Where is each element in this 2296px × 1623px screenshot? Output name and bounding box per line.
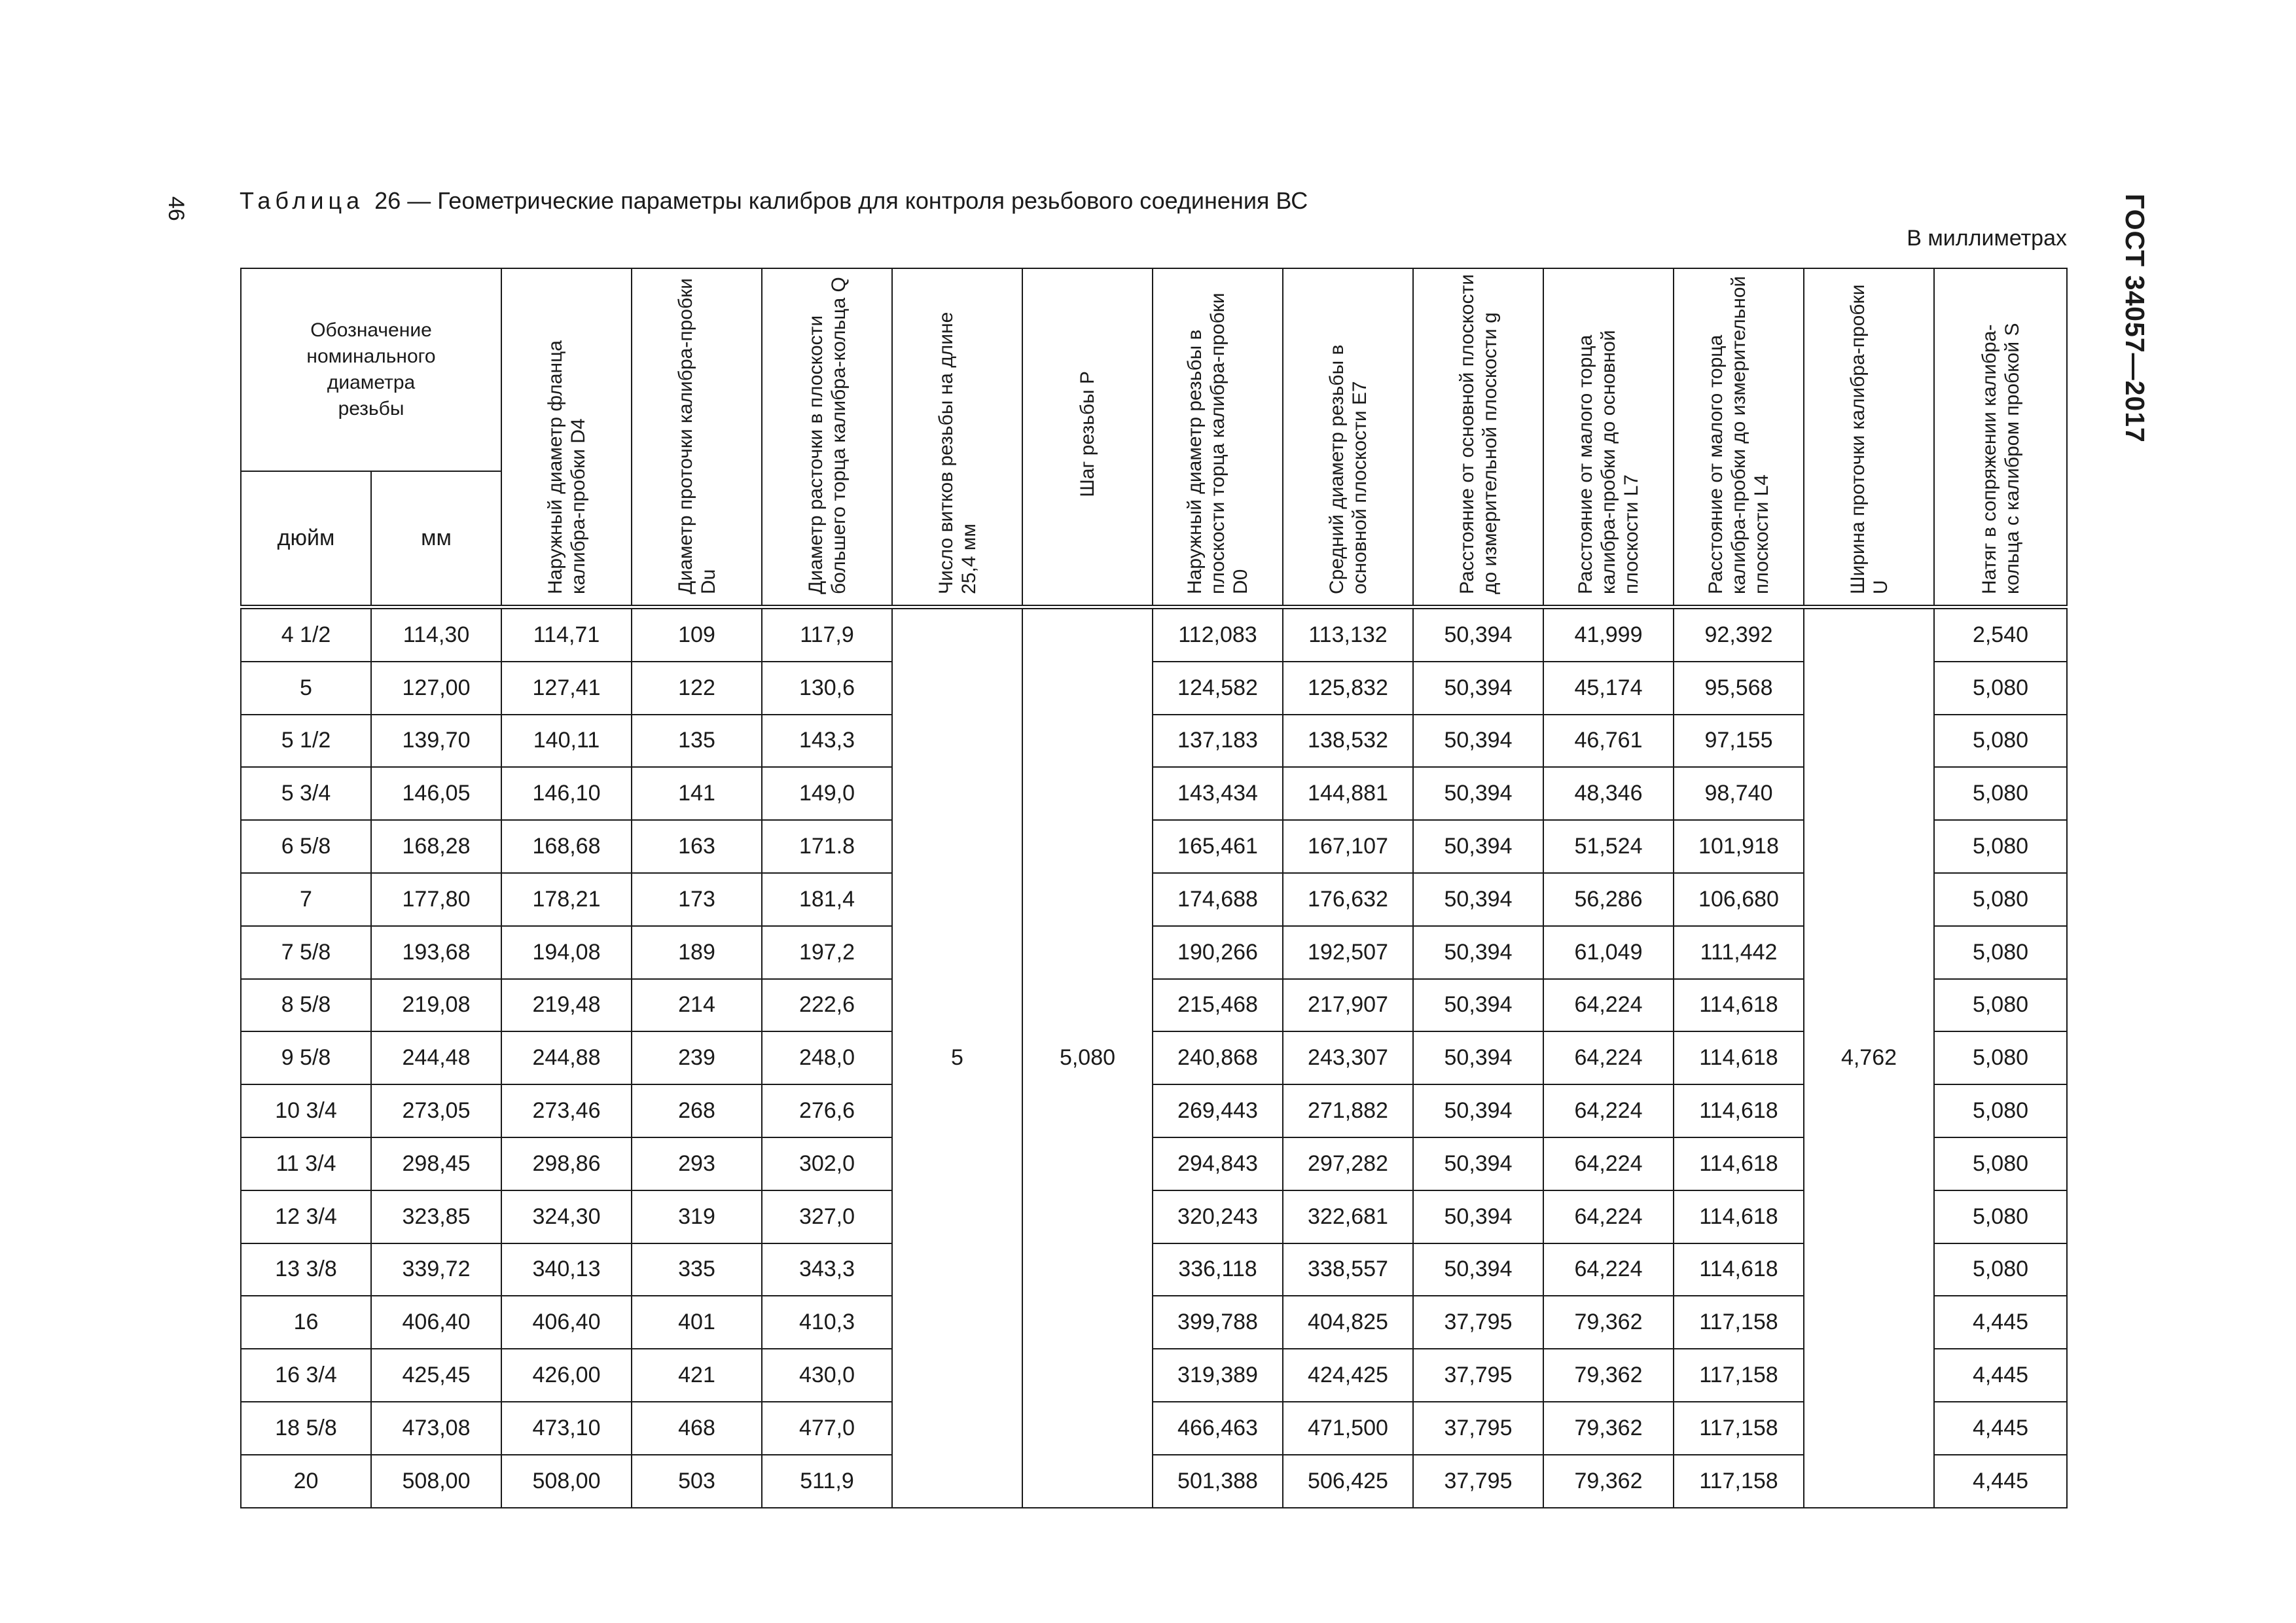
cell-l7: 64,224 <box>1543 1190 1674 1243</box>
cell-l4: 117,158 <box>1674 1349 1804 1402</box>
cell-du: 109 <box>632 607 762 662</box>
header-designation: Обозначение номинального диаметра резьбы <box>241 268 501 471</box>
cell-s: 5,080 <box>1934 715 2067 768</box>
cell-l4: 97,155 <box>1674 715 1804 768</box>
cell-l7: 61,049 <box>1543 926 1674 979</box>
cell-q: 222,6 <box>762 979 892 1032</box>
cell-l4: 106,680 <box>1674 873 1804 926</box>
cell-q: 248,0 <box>762 1031 892 1084</box>
cell-g: 50,394 <box>1413 979 1543 1032</box>
cell-e7: 338,557 <box>1283 1243 1413 1296</box>
cell-d4: 114,71 <box>501 607 632 662</box>
cell-s: 4,445 <box>1934 1349 2067 1402</box>
cell-inch: 12 3/4 <box>241 1190 371 1243</box>
cell-g: 50,394 <box>1413 1084 1543 1137</box>
table-row <box>241 1031 2067 1084</box>
cell-l7: 56,286 <box>1543 873 1674 926</box>
cell-s: 5,080 <box>1934 1084 2067 1137</box>
cell-g: 37,795 <box>1413 1455 1543 1508</box>
cell-g: 50,394 <box>1413 662 1543 715</box>
cell-l4: 98,740 <box>1674 767 1804 820</box>
cell-inch: 5 1/2 <box>241 715 371 768</box>
cell-mm: 273,05 <box>371 1084 501 1137</box>
units-note: В миллиметрах <box>1907 226 2067 251</box>
table-caption <box>240 187 1308 215</box>
cell-d4: 473,10 <box>501 1402 632 1455</box>
header-d4: Наружный диаметр фланца калибра-пробки D4 <box>501 268 632 607</box>
cell-s: 5,080 <box>1934 1137 2067 1190</box>
cell-mm: 193,68 <box>371 926 501 979</box>
cell-l7: 46,761 <box>1543 715 1674 768</box>
header-q: Диаметр расточки в плоскости большего торца калибра-кольца Q <box>762 268 892 607</box>
cell-s: 5,080 <box>1934 979 2067 1032</box>
cell-s: 5,080 <box>1934 1190 2067 1243</box>
cell-s: 5,080 <box>1934 662 2067 715</box>
cell-e7: 138,532 <box>1283 715 1413 768</box>
header-du: Диаметр проточки калибра-пробки Du <box>632 268 762 607</box>
cell-inch: 16 <box>241 1296 371 1349</box>
cell-l7: 79,362 <box>1543 1455 1674 1508</box>
cell-d0: 466,463 <box>1153 1402 1283 1455</box>
table-row <box>241 607 2067 662</box>
cell-q: 343,3 <box>762 1243 892 1296</box>
cell-inch: 6 5/8 <box>241 820 371 873</box>
cell-l4: 95,568 <box>1674 662 1804 715</box>
cell-s: 2,540 <box>1934 607 2067 662</box>
cell-inch: 18 5/8 <box>241 1402 371 1455</box>
cell-e7: 176,632 <box>1283 873 1413 926</box>
cell-g: 50,394 <box>1413 926 1543 979</box>
cell-du: 214 <box>632 979 762 1032</box>
header-u: Ширина проточки калибра-пробки U <box>1804 268 1934 607</box>
cell-inch: 5 3/4 <box>241 767 371 820</box>
cell-mm: 146,05 <box>371 767 501 820</box>
cell-q: 197,2 <box>762 926 892 979</box>
cell-s: 4,445 <box>1934 1296 2067 1349</box>
cell-inch: 13 3/8 <box>241 1243 371 1296</box>
cell-mm: 323,85 <box>371 1190 501 1243</box>
cell-du: 135 <box>632 715 762 768</box>
table-row <box>241 1296 2067 1349</box>
cell-inch: 20 <box>241 1455 371 1508</box>
header-mm: мм <box>371 471 501 607</box>
cell-d4: 219,48 <box>501 979 632 1032</box>
cell-l4: 117,158 <box>1674 1402 1804 1455</box>
cell-q: 477,0 <box>762 1402 892 1455</box>
cell-inch: 5 <box>241 662 371 715</box>
table-row <box>241 1084 2067 1137</box>
cell-pitch-common: 5,080 <box>1022 607 1153 1508</box>
cell-mm: 339,72 <box>371 1243 501 1296</box>
cell-e7: 243,307 <box>1283 1031 1413 1084</box>
cell-turns-common: 5 <box>892 607 1022 1508</box>
cell-g: 50,394 <box>1413 607 1543 662</box>
gauge-parameters-table <box>240 268 2068 1508</box>
table-row <box>241 926 2067 979</box>
header-turns: Число витков резьбы на длине 25,4 мм <box>892 268 1022 607</box>
cell-q: 276,6 <box>762 1084 892 1137</box>
cell-l7: 79,362 <box>1543 1402 1674 1455</box>
cell-l4: 117,158 <box>1674 1455 1804 1508</box>
cell-mm: 168,28 <box>371 820 501 873</box>
cell-inch: 4 1/2 <box>241 607 371 662</box>
cell-l7: 79,362 <box>1543 1296 1674 1349</box>
header-e7: Средний диаметр резьбы в основной плоскости E7 <box>1283 268 1413 607</box>
cell-e7: 271,882 <box>1283 1084 1413 1137</box>
cell-d4: 508,00 <box>501 1455 632 1508</box>
cell-d0: 124,582 <box>1153 662 1283 715</box>
cell-mm: 298,45 <box>371 1137 501 1190</box>
cell-inch: 10 3/4 <box>241 1084 371 1137</box>
cell-mm: 473,08 <box>371 1402 501 1455</box>
cell-d0: 165,461 <box>1153 820 1283 873</box>
cell-q: 410,3 <box>762 1296 892 1349</box>
table-row <box>241 1349 2067 1402</box>
table-row <box>241 1137 2067 1190</box>
caption-text: 26 — Геометрические параметры калибров для контроля резьбового соединения ВС <box>374 187 1308 214</box>
cell-du: 141 <box>632 767 762 820</box>
cell-mm: 425,45 <box>371 1349 501 1402</box>
cell-l7: 51,524 <box>1543 820 1674 873</box>
cell-e7: 144,881 <box>1283 767 1413 820</box>
cell-q: 149,0 <box>762 767 892 820</box>
cell-g: 50,394 <box>1413 820 1543 873</box>
cell-du: 421 <box>632 1349 762 1402</box>
cell-mm: 508,00 <box>371 1455 501 1508</box>
cell-q: 302,0 <box>762 1137 892 1190</box>
cell-d4: 178,21 <box>501 873 632 926</box>
table-row <box>241 1402 2067 1455</box>
cell-g: 50,394 <box>1413 1137 1543 1190</box>
cell-mm: 406,40 <box>371 1296 501 1349</box>
cell-g: 50,394 <box>1413 715 1543 768</box>
header-g: Расстояние от основной плоскости до измерительной плоскости g <box>1413 268 1543 607</box>
cell-q: 511,9 <box>762 1455 892 1508</box>
cell-l4: 92,392 <box>1674 607 1804 662</box>
cell-d0: 501,388 <box>1153 1455 1283 1508</box>
header-d0: Наружный диаметр резьбы в плоскости торца калибра-пробки D0 <box>1153 268 1283 607</box>
table-row <box>241 1455 2067 1508</box>
cell-l7: 64,224 <box>1543 1084 1674 1137</box>
cell-s: 5,080 <box>1934 1031 2067 1084</box>
table-row <box>241 767 2067 820</box>
cell-l7: 79,362 <box>1543 1349 1674 1402</box>
cell-inch: 8 5/8 <box>241 979 371 1032</box>
table-body <box>241 607 2067 1508</box>
cell-e7: 506,425 <box>1283 1455 1413 1508</box>
cell-g: 50,394 <box>1413 1031 1543 1084</box>
cell-du: 163 <box>632 820 762 873</box>
cell-l7: 64,224 <box>1543 1031 1674 1084</box>
header-l7: Расстояние от малого торца калибра-пробки до основной плоскости L7 <box>1543 268 1674 607</box>
table-row <box>241 715 2067 768</box>
cell-du: 468 <box>632 1402 762 1455</box>
table-row <box>241 1243 2067 1296</box>
cell-du: 268 <box>632 1084 762 1137</box>
cell-mm: 114,30 <box>371 607 501 662</box>
table-row <box>241 662 2067 715</box>
header-l4: Расстояние от малого торца калибра-пробки до измерительной плоскости L4 <box>1674 268 1804 607</box>
cell-s: 5,080 <box>1934 1243 2067 1296</box>
cell-mm: 177,80 <box>371 873 501 926</box>
cell-d4: 168,68 <box>501 820 632 873</box>
cell-du: 335 <box>632 1243 762 1296</box>
cell-mm: 219,08 <box>371 979 501 1032</box>
cell-e7: 192,507 <box>1283 926 1413 979</box>
cell-d0: 336,118 <box>1153 1243 1283 1296</box>
table-row <box>241 1190 2067 1243</box>
cell-d0: 190,266 <box>1153 926 1283 979</box>
cell-q: 327,0 <box>762 1190 892 1243</box>
cell-d4: 127,41 <box>501 662 632 715</box>
header-pitch: Шаг резьбы P <box>1022 268 1153 607</box>
cell-l4: 111,442 <box>1674 926 1804 979</box>
cell-e7: 424,425 <box>1283 1349 1413 1402</box>
cell-g: 50,394 <box>1413 767 1543 820</box>
cell-q: 130,6 <box>762 662 892 715</box>
cell-d4: 340,13 <box>501 1243 632 1296</box>
cell-du: 239 <box>632 1031 762 1084</box>
cell-d0: 320,243 <box>1153 1190 1283 1243</box>
page-number: 46 <box>164 196 188 221</box>
cell-l7: 48,346 <box>1543 767 1674 820</box>
cell-d4: 194,08 <box>501 926 632 979</box>
cell-e7: 297,282 <box>1283 1137 1413 1190</box>
cell-l7: 64,224 <box>1543 979 1674 1032</box>
cell-l4: 101,918 <box>1674 820 1804 873</box>
caption-label: Таблица <box>240 187 365 214</box>
cell-g: 50,394 <box>1413 873 1543 926</box>
cell-l7: 41,999 <box>1543 607 1674 662</box>
cell-d4: 273,46 <box>501 1084 632 1137</box>
cell-g: 37,795 <box>1413 1349 1543 1402</box>
cell-d0: 399,788 <box>1153 1296 1283 1349</box>
cell-q: 143,3 <box>762 715 892 768</box>
cell-e7: 113,132 <box>1283 607 1413 662</box>
cell-s: 5,080 <box>1934 767 2067 820</box>
cell-mm: 127,00 <box>371 662 501 715</box>
cell-s: 4,445 <box>1934 1402 2067 1455</box>
cell-g: 50,394 <box>1413 1243 1543 1296</box>
cell-d4: 324,30 <box>501 1190 632 1243</box>
table-row <box>241 820 2067 873</box>
cell-e7: 404,825 <box>1283 1296 1413 1349</box>
cell-s: 5,080 <box>1934 926 2067 979</box>
cell-g: 50,394 <box>1413 1190 1543 1243</box>
cell-mm: 244,48 <box>371 1031 501 1084</box>
cell-inch: 7 <box>241 873 371 926</box>
cell-s: 5,080 <box>1934 820 2067 873</box>
cell-inch: 16 3/4 <box>241 1349 371 1402</box>
cell-g: 37,795 <box>1413 1296 1543 1349</box>
cell-l4: 114,618 <box>1674 1190 1804 1243</box>
cell-d4: 426,00 <box>501 1349 632 1402</box>
cell-du: 173 <box>632 873 762 926</box>
cell-d4: 298,86 <box>501 1137 632 1190</box>
cell-e7: 471,500 <box>1283 1402 1413 1455</box>
cell-l4: 117,158 <box>1674 1296 1804 1349</box>
cell-g: 37,795 <box>1413 1402 1543 1455</box>
cell-du: 122 <box>632 662 762 715</box>
cell-q: 430,0 <box>762 1349 892 1402</box>
cell-inch: 11 3/4 <box>241 1137 371 1190</box>
cell-d0: 319,389 <box>1153 1349 1283 1402</box>
cell-l7: 45,174 <box>1543 662 1674 715</box>
cell-d4: 146,10 <box>501 767 632 820</box>
cell-d0: 294,843 <box>1153 1137 1283 1190</box>
cell-l4: 114,618 <box>1674 1243 1804 1296</box>
cell-d0: 112,083 <box>1153 607 1283 662</box>
cell-d0: 143,434 <box>1153 767 1283 820</box>
cell-u-common: 4,762 <box>1804 607 1934 1508</box>
cell-q: 171.8 <box>762 820 892 873</box>
cell-l4: 114,618 <box>1674 1137 1804 1190</box>
cell-du: 293 <box>632 1137 762 1190</box>
cell-du: 319 <box>632 1190 762 1243</box>
cell-d0: 240,868 <box>1153 1031 1283 1084</box>
cell-l4: 114,618 <box>1674 979 1804 1032</box>
cell-inch: 9 5/8 <box>241 1031 371 1084</box>
cell-d0: 215,468 <box>1153 979 1283 1032</box>
cell-q: 181,4 <box>762 873 892 926</box>
cell-mm: 139,70 <box>371 715 501 768</box>
cell-q: 117,9 <box>762 607 892 662</box>
cell-d4: 140,11 <box>501 715 632 768</box>
cell-d0: 137,183 <box>1153 715 1283 768</box>
cell-e7: 217,907 <box>1283 979 1413 1032</box>
cell-l4: 114,618 <box>1674 1031 1804 1084</box>
cell-e7: 322,681 <box>1283 1190 1413 1243</box>
cell-e7: 167,107 <box>1283 820 1413 873</box>
cell-du: 189 <box>632 926 762 979</box>
document-code: ГОСТ 34057—2017 <box>2120 194 2150 443</box>
cell-d4: 244,88 <box>501 1031 632 1084</box>
table-row <box>241 979 2067 1032</box>
cell-du: 503 <box>632 1455 762 1508</box>
table-row <box>241 873 2067 926</box>
cell-d0: 269,443 <box>1153 1084 1283 1137</box>
header-s: Натяг в сопряжении калибра-кольца с калибром пробкой S <box>1934 268 2067 607</box>
cell-s: 5,080 <box>1934 873 2067 926</box>
cell-l7: 64,224 <box>1543 1243 1674 1296</box>
cell-d4: 406,40 <box>501 1296 632 1349</box>
cell-du: 401 <box>632 1296 762 1349</box>
cell-e7: 125,832 <box>1283 662 1413 715</box>
cell-inch: 7 5/8 <box>241 926 371 979</box>
cell-l7: 64,224 <box>1543 1137 1674 1190</box>
header-inch: дюйм <box>241 471 371 607</box>
cell-d0: 174,688 <box>1153 873 1283 926</box>
cell-l4: 114,618 <box>1674 1084 1804 1137</box>
cell-s: 4,445 <box>1934 1455 2067 1508</box>
